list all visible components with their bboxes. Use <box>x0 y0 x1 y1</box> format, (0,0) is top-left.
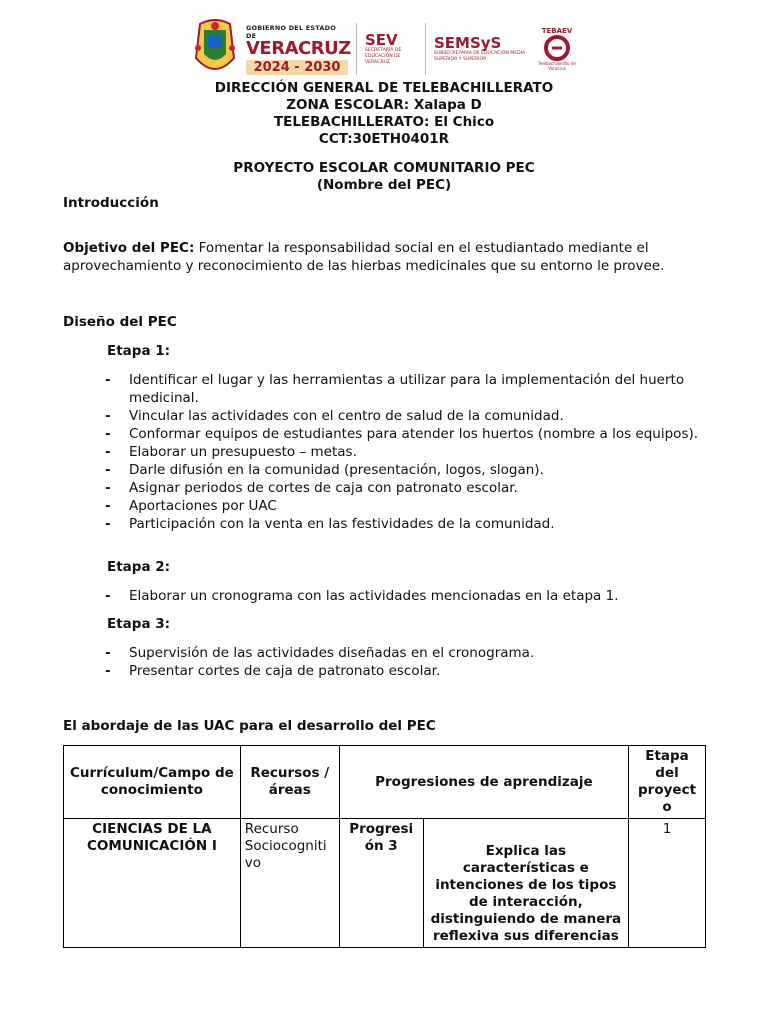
bullet-dash: - <box>105 645 111 661</box>
uac-table <box>63 745 706 948</box>
logo-divider <box>356 23 357 75</box>
objective-text: Fomentar la responsabilidad social en el estudiantado mediante el aprovechamiento y reconocimiento de las hierbas medicinales que su entorno le provee. <box>63 240 665 274</box>
bullet-dash: - <box>105 516 111 532</box>
uac-section-title: El abordaje de las UAC para el desarrollo del PEC <box>63 718 436 734</box>
list-item-text: Identificar el lugar y las herramientas a utilizar para la implementación del huerto medicinal. <box>129 372 685 406</box>
stage-2-list <box>105 587 705 605</box>
list-item <box>105 515 705 533</box>
stage-1-label: Etapa 1: <box>107 343 171 359</box>
objective-label: Objetivo del PEC: <box>63 240 195 256</box>
semsys-title: SEMSyS <box>434 34 502 52</box>
list-item <box>105 497 705 515</box>
sev-logo <box>365 32 417 66</box>
gobierno-line1: GOBIERNO DEL ESTADO DE <box>246 23 336 40</box>
list-item-text: Asignar periodos de cortes de caja con patronato escolar. <box>129 480 518 496</box>
cell-etapa: 1 <box>629 819 706 948</box>
sev-title: SEV <box>365 31 398 49</box>
heading-line1: DIRECCIÓN GENERAL DE TELEBACHILLERATO <box>214 80 554 96</box>
list-item <box>105 425 705 443</box>
bullet-dash: - <box>105 588 111 604</box>
bullet-dash: - <box>105 498 111 514</box>
list-item-text: Elaborar un cronograma con las actividades mencionadas en la etapa 1. <box>129 588 619 604</box>
stage-3-label: Etapa 3: <box>107 616 171 632</box>
stage-1-list <box>105 371 705 533</box>
list-item-text: Supervisión de las actividades diseñadas en el cronograma. <box>129 645 535 661</box>
bullet-dash: - <box>105 426 111 442</box>
list-item <box>105 662 705 680</box>
tebaev-subtitle: Telebachillerato de Veracruz <box>538 61 576 71</box>
intro-label: Introducción <box>63 195 159 211</box>
bullet-dash: - <box>105 372 111 388</box>
veracruz-seal-logo <box>190 18 240 80</box>
list-item <box>105 443 705 461</box>
list-item <box>105 371 705 407</box>
heading-line2: ZONA ESCOLAR: Xalapa D <box>286 97 482 113</box>
list-item <box>105 644 705 662</box>
tebaev-emblem-icon <box>544 35 570 61</box>
sev-subtitle: SECRETARÍA DE EDUCACIÓN DE VERACRUZ <box>365 48 402 65</box>
header-logos <box>190 16 582 82</box>
cell-curriculum: CIENCIAS DE LA COMUNICACIÓN I <box>64 819 241 948</box>
objective-paragraph <box>63 239 713 275</box>
semsys-logo <box>434 35 526 63</box>
header-curriculum: Currículum/Campo de conocimiento <box>64 746 241 819</box>
list-item <box>105 587 705 605</box>
header-recursos: Recursos / áreas <box>240 746 339 819</box>
stage-3-list <box>105 644 705 680</box>
heading-line3: TELEBACHILLERATO: El Chico <box>273 114 495 130</box>
list-item-text: Participación con la venta en las festividades de la comunidad. <box>129 516 555 532</box>
gobierno-years: 2024 - 2030 <box>246 60 348 75</box>
heading-line4: CCT:30ETH0401R <box>318 131 450 147</box>
list-item-text: Darle difusión en la comunidad (presentación, logos, slogan). <box>129 462 544 478</box>
project-title: PROYECTO ESCOLAR COMUNITARIO PEC <box>233 160 535 176</box>
header-progresiones: Progresiones de aprendizaje <box>339 746 628 819</box>
gobierno-name: VERACRUZ <box>246 37 351 59</box>
bullet-dash: - <box>105 462 111 478</box>
cell-progresion-text: Explica las características e intenciones de los tipos de interacción, distinguiendo de manera reflexiva sus diferencias <box>423 819 628 948</box>
bullet-dash: - <box>105 444 111 460</box>
list-item-text: Conformar equipos de estudiantes para atender los huertos (nombre a los equipos). <box>129 426 699 442</box>
tebaev-title: TEBAEV <box>541 27 573 35</box>
list-item-text: Presentar cortes de caja de patronato escolar. <box>129 663 441 679</box>
cell-recursos: Recurso Sociocogniti vo <box>240 819 339 948</box>
list-item <box>105 407 705 425</box>
list-item-text: Elaborar un presupuesto – metas. <box>129 444 357 460</box>
table-header-row <box>64 746 706 819</box>
logo-divider <box>425 23 426 75</box>
project-subtitle: (Nombre del PEC) <box>316 177 452 193</box>
header-etapa: Etapa del proyect o <box>629 746 706 819</box>
list-item-text: Aportaciones por UAC <box>129 498 277 514</box>
list-item <box>105 479 705 497</box>
table-row <box>64 819 706 948</box>
stage-2-label: Etapa 2: <box>107 559 171 575</box>
list-item-text: Vincular las actividades con el centro de salud de la comunidad. <box>129 408 564 424</box>
list-item <box>105 461 705 479</box>
bullet-dash: - <box>105 408 111 424</box>
bullet-dash: - <box>105 663 111 679</box>
design-label: Diseño del PEC <box>63 314 177 330</box>
tebaev-logo <box>532 27 582 71</box>
semsys-subtitle: SUBSECRETARÍA DE EDUCACIÓN MEDIA SUPERIOR Y SUPERIOR <box>434 51 526 62</box>
gobierno-veracruz-logo <box>246 23 351 75</box>
cell-progresion-number: Progresi ón 3 <box>339 819 423 948</box>
bullet-dash: - <box>105 480 111 496</box>
